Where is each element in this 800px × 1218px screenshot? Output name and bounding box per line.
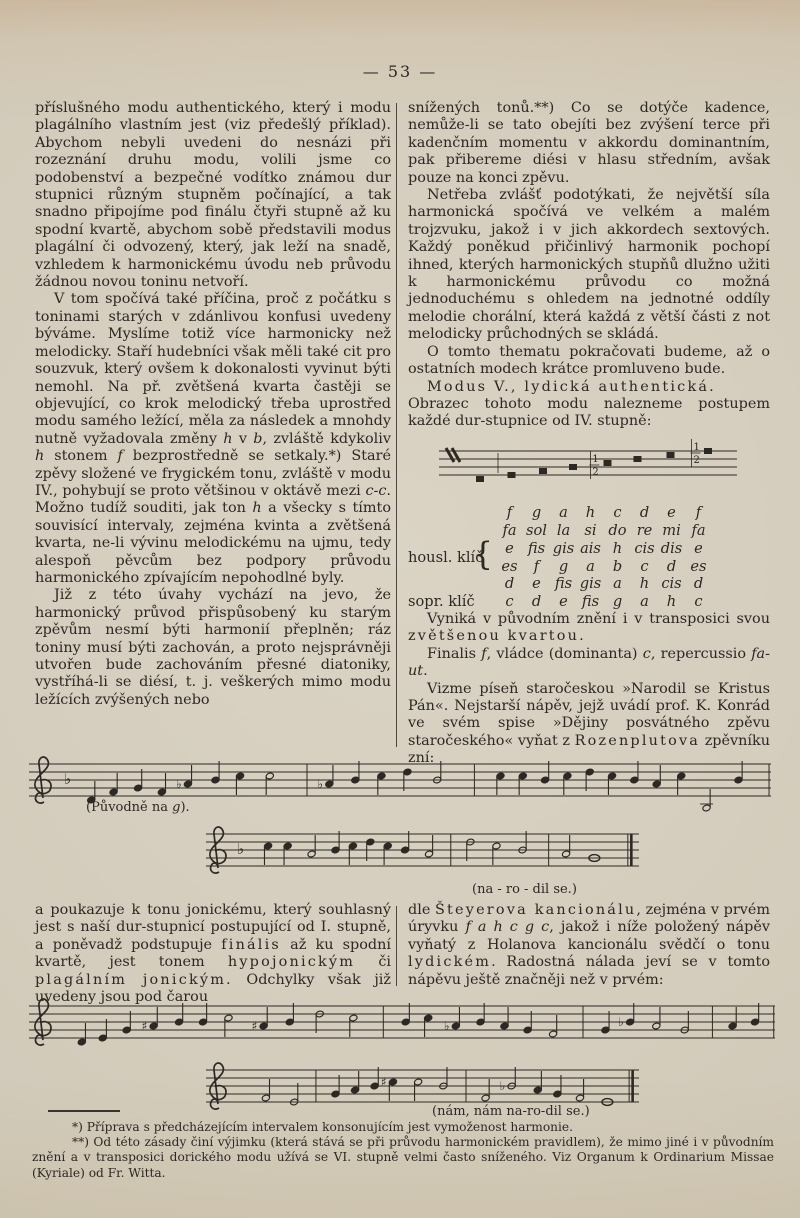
table-cell: a (559, 504, 568, 522)
paragraph-bottom-left: a poukazuje k tonu jonickému, který souhlasný jest s naší dur-stupnicí postupující od I. stupně, a poněvadž podstupuje finális až ku spodní kvartě, jest tonem hypojonickým či plagálním jonickým. Odchylky však již uvedeny jsou pod čarou (35, 902, 392, 1006)
svg-text:1: 1 (693, 441, 700, 453)
table-cell: c (640, 557, 649, 575)
music-staff-example2-line1 (28, 994, 776, 1056)
column-bottom-left (35, 902, 391, 1006)
table-row-violin-sharp (496, 540, 712, 558)
paragraph-left-2: V tom spočívá také příčina, proč z počátku s toninami starých v zdánlivou konfusi uvedeny býváme. Myslíme totiž více harmonicky než melodicky. Staří hudebníci však měli také cit pro souzvuk, který ovšem k dokonalosti vyvinut býti nemohl. Na př. zvětšená kvarta častěji se objevující, co krok melodický třeba uprostřed modu samého ležící, měla za následek a mnohdy nutně vyžadovala změny h v b, zvláště kdykoliv h stonem f bezprostředně se setkaly.*) Staré zpěvy složené ve frygickém tonu, zvláště v modu IV., pohybují se proto většinou v oktávě mezi c-c. Možno tudíž souditi, jak ton h a všecky s tímto souvisící intervaly, zejména kvinta a zvětšená kvarta, ne-li vývinu melodickému na ujmu, tedy alespoň pěvcům bez podpory průvodu harmonického zpívajícím nepohodlné byly. (35, 291, 391, 586)
music-staff-example1-line2 (205, 822, 640, 880)
page-number: — 53 — (362, 62, 438, 81)
table-cell: d (639, 504, 650, 522)
table-cell: e (505, 539, 514, 557)
paragraph-bottom-right: dle Šteyerova kancionálu, zejména v prvém úryvku f a h c g c, jakož i níže položený nápěv vyňatý z Holanova kancionálu svědčí o tonu lydickém. Radostná nálada jeví se v tomto nápěvu ještě značněji než v prvém: (408, 902, 770, 988)
table-cell: gis (552, 539, 575, 557)
table-cell: ais (580, 539, 601, 557)
table-cell: fis (554, 575, 573, 593)
table-cell: c (505, 593, 514, 611)
table-cell: h (585, 504, 596, 522)
table-cell: f (533, 557, 540, 575)
table-cell: d (504, 575, 515, 593)
table-cell: c (613, 504, 622, 522)
table-row-violin-flat (496, 558, 712, 576)
paragraph-left-1: příslušného modu authentického, který i modu plagálního vlastním jest (viz předešlý příklad). Abychom nebyli uvedeni do nesnázi při rozeznání druhu modu, volili jsme co podobenství a bezpečné vodítko známou dur stupnici různým stupněm počínající, a tak snadno připojíme pod finálu čtyři stupně až ku spodní kvartě, abychom sobě představili modus plagální či odvozený, který, jak leží na snadě, vzhledem k harmonickému úvodu neb průvodu žádnou novou toninu netvoří. (35, 100, 391, 291)
svg-text:♭: ♭ (175, 777, 182, 791)
table-cell: fis (581, 593, 600, 611)
paragraph-right-1: snížených tonů.**) Co se dotýče kadence, nemůže-li se tato obejíti bez zvýšení terce při kadenčním momentu v akkordu dominantním, pak přibereme diési v hlasu středním, avšak pouze na konci zpěvu. (408, 100, 770, 186)
table-cell: a (613, 575, 622, 593)
footnote-rule (48, 1110, 120, 1112)
table-cell: la (556, 521, 571, 539)
table-cell: mi (662, 521, 681, 539)
brace-icon: { (472, 534, 493, 573)
column-bottom-right (408, 902, 770, 989)
svg-text:♯: ♯ (251, 1019, 258, 1033)
paragraph-vynika: Vyniká v původním znění i v transposici svou zvětšenou kvartou. (408, 610, 770, 645)
paragraph-right-5: Obrazec tohoto modu nalezneme postupem každé dur-stupnice od IV. stupně: (408, 395, 770, 430)
svg-text:♭: ♭ (618, 1015, 624, 1029)
paragraph-right-2: Netřeba zvlášť podotýkati, že největší síla harmonická spočívá ve velkém a malém trojzvuku, jakož i v jich akkordech sextových. Každý poněkud přičinlivý harmonik pochopí ihned, kterých harmonických stupňů dlužno užiti k harmonickému průvodu co možná jednoduchému s ohledem na jednotné oddíly melodie chorální, která každá z větší části z not melodicky průchodných se skládá. (408, 187, 770, 343)
table-cell: sol (526, 521, 547, 539)
table-cell: f (506, 504, 513, 522)
column-divider-top (396, 103, 397, 747)
table-cell: es (690, 557, 707, 575)
table-cell: do (608, 521, 627, 539)
table-cell: g (531, 504, 542, 522)
paragraph-finalis: Finalis f, vládce (dominanta) c, repercussio fa-ut. (408, 645, 770, 680)
table-cell: fis (527, 539, 546, 557)
mode-scale-diagram (438, 435, 770, 502)
table-cell: a (586, 557, 595, 575)
footnote-1: *) Příprava s předcházejícím intervalem konsonujícím jest vymoženost harmonie. (72, 1120, 574, 1134)
column-right (408, 100, 770, 768)
table-cell: e (694, 539, 703, 557)
svg-text:♭: ♭ (499, 1079, 506, 1093)
chant-staff-icon (438, 435, 738, 497)
table-cell: cis (661, 575, 682, 593)
table-cell: dis (660, 539, 683, 557)
paragraph-modus-heading: Modus V., lydická authentická. (427, 378, 716, 395)
caption-narodil-se: (na - ro - dil se.) (472, 882, 577, 897)
table-cell: e (667, 504, 676, 522)
table-cell: h (639, 575, 650, 593)
column-left (35, 100, 391, 709)
paragraph-right-3: O tomto thematu pokračovati budeme, až o ostatních modech krátce promluveno bude. (408, 343, 770, 378)
svg-text:1: 1 (592, 453, 599, 465)
caption-nam-narodil: (nám, nám na-ro-dil se.) (432, 1104, 590, 1119)
table-row-letters (408, 504, 770, 522)
table-cell: f (695, 504, 702, 522)
table-cell: h (666, 593, 677, 611)
table-cell: gis (579, 575, 602, 593)
table-cell: si (584, 521, 597, 539)
svg-text:2: 2 (592, 466, 599, 478)
table-cell: h (612, 539, 623, 557)
table-cell: g (558, 557, 569, 575)
table-cell: c (694, 593, 703, 611)
svg-text:♭: ♭ (443, 1019, 450, 1033)
footnotes (32, 1120, 774, 1181)
table-group-violin-clef (408, 534, 770, 576)
table-cell: re (636, 521, 653, 539)
column-divider-bottom (396, 906, 397, 986)
table-cell: d (666, 557, 677, 575)
table-cell: cis (634, 539, 655, 557)
svg-text:♯: ♯ (380, 1075, 387, 1089)
table-cell: e (559, 593, 568, 611)
svg-text:♭: ♭ (64, 770, 72, 788)
table-cell: b (612, 557, 623, 575)
svg-text:♭: ♭ (237, 840, 245, 858)
table-cell: d (531, 593, 542, 611)
soprano-clef-label: sopr. klíč (408, 593, 475, 611)
table-cell: fa (691, 521, 706, 539)
table-row-soprano-lower (408, 593, 770, 611)
violin-clef-label: housl. klíč (408, 548, 484, 566)
table-cell: fa (502, 521, 517, 539)
table-row-soprano-upper (408, 575, 770, 593)
svg-text:♯: ♯ (141, 1019, 148, 1033)
scale-degree-table (408, 504, 770, 611)
table-cell: a (640, 593, 649, 611)
caption-puvodne-na-g: (Původně na g). (86, 800, 190, 815)
table-cell: g (612, 593, 623, 611)
table-cell: e (532, 575, 541, 593)
table-cell: d (693, 575, 704, 593)
paragraph-vizme: Vizme píseň staročeskou »Narodil se Kristus Pán«. Nejstarší nápěv, jejž uvádí prof. K. Konrád ve svém spise »Dějiny posvátného zpěvu staročeského« vyňat z Rozenplutova zpěvníku zní: (408, 680, 770, 767)
svg-text:2: 2 (693, 454, 700, 466)
table-cell: es (501, 557, 518, 575)
table-row-solmization (408, 522, 770, 540)
paragraph-left-3: Již z této úvahy vychází na jevo, že harmonický průvod přispůsobený ku starým zpěvům nesmí býti harmonií přeplněn; ráz toniny musí býti zachován, a proto nejsprávněji utvořen bude zachováním přesné diatoniky, vystříhá-li se diésí, t. j. veškerých mimo modu ležících zvýšených nebo (35, 587, 391, 708)
svg-text:♭: ♭ (317, 777, 323, 791)
footnote-2: **) Od této zásady činí výjimku (která stává se při průvodu harmonickém pravidlem), že mimo jiné i v původním znění a v transposici dorického modu užívá se VI. stupně velmi často sníženého. Viz Organum k Ordinarium Missae (Kyriale) od Fr. Witta. (32, 1135, 774, 1180)
